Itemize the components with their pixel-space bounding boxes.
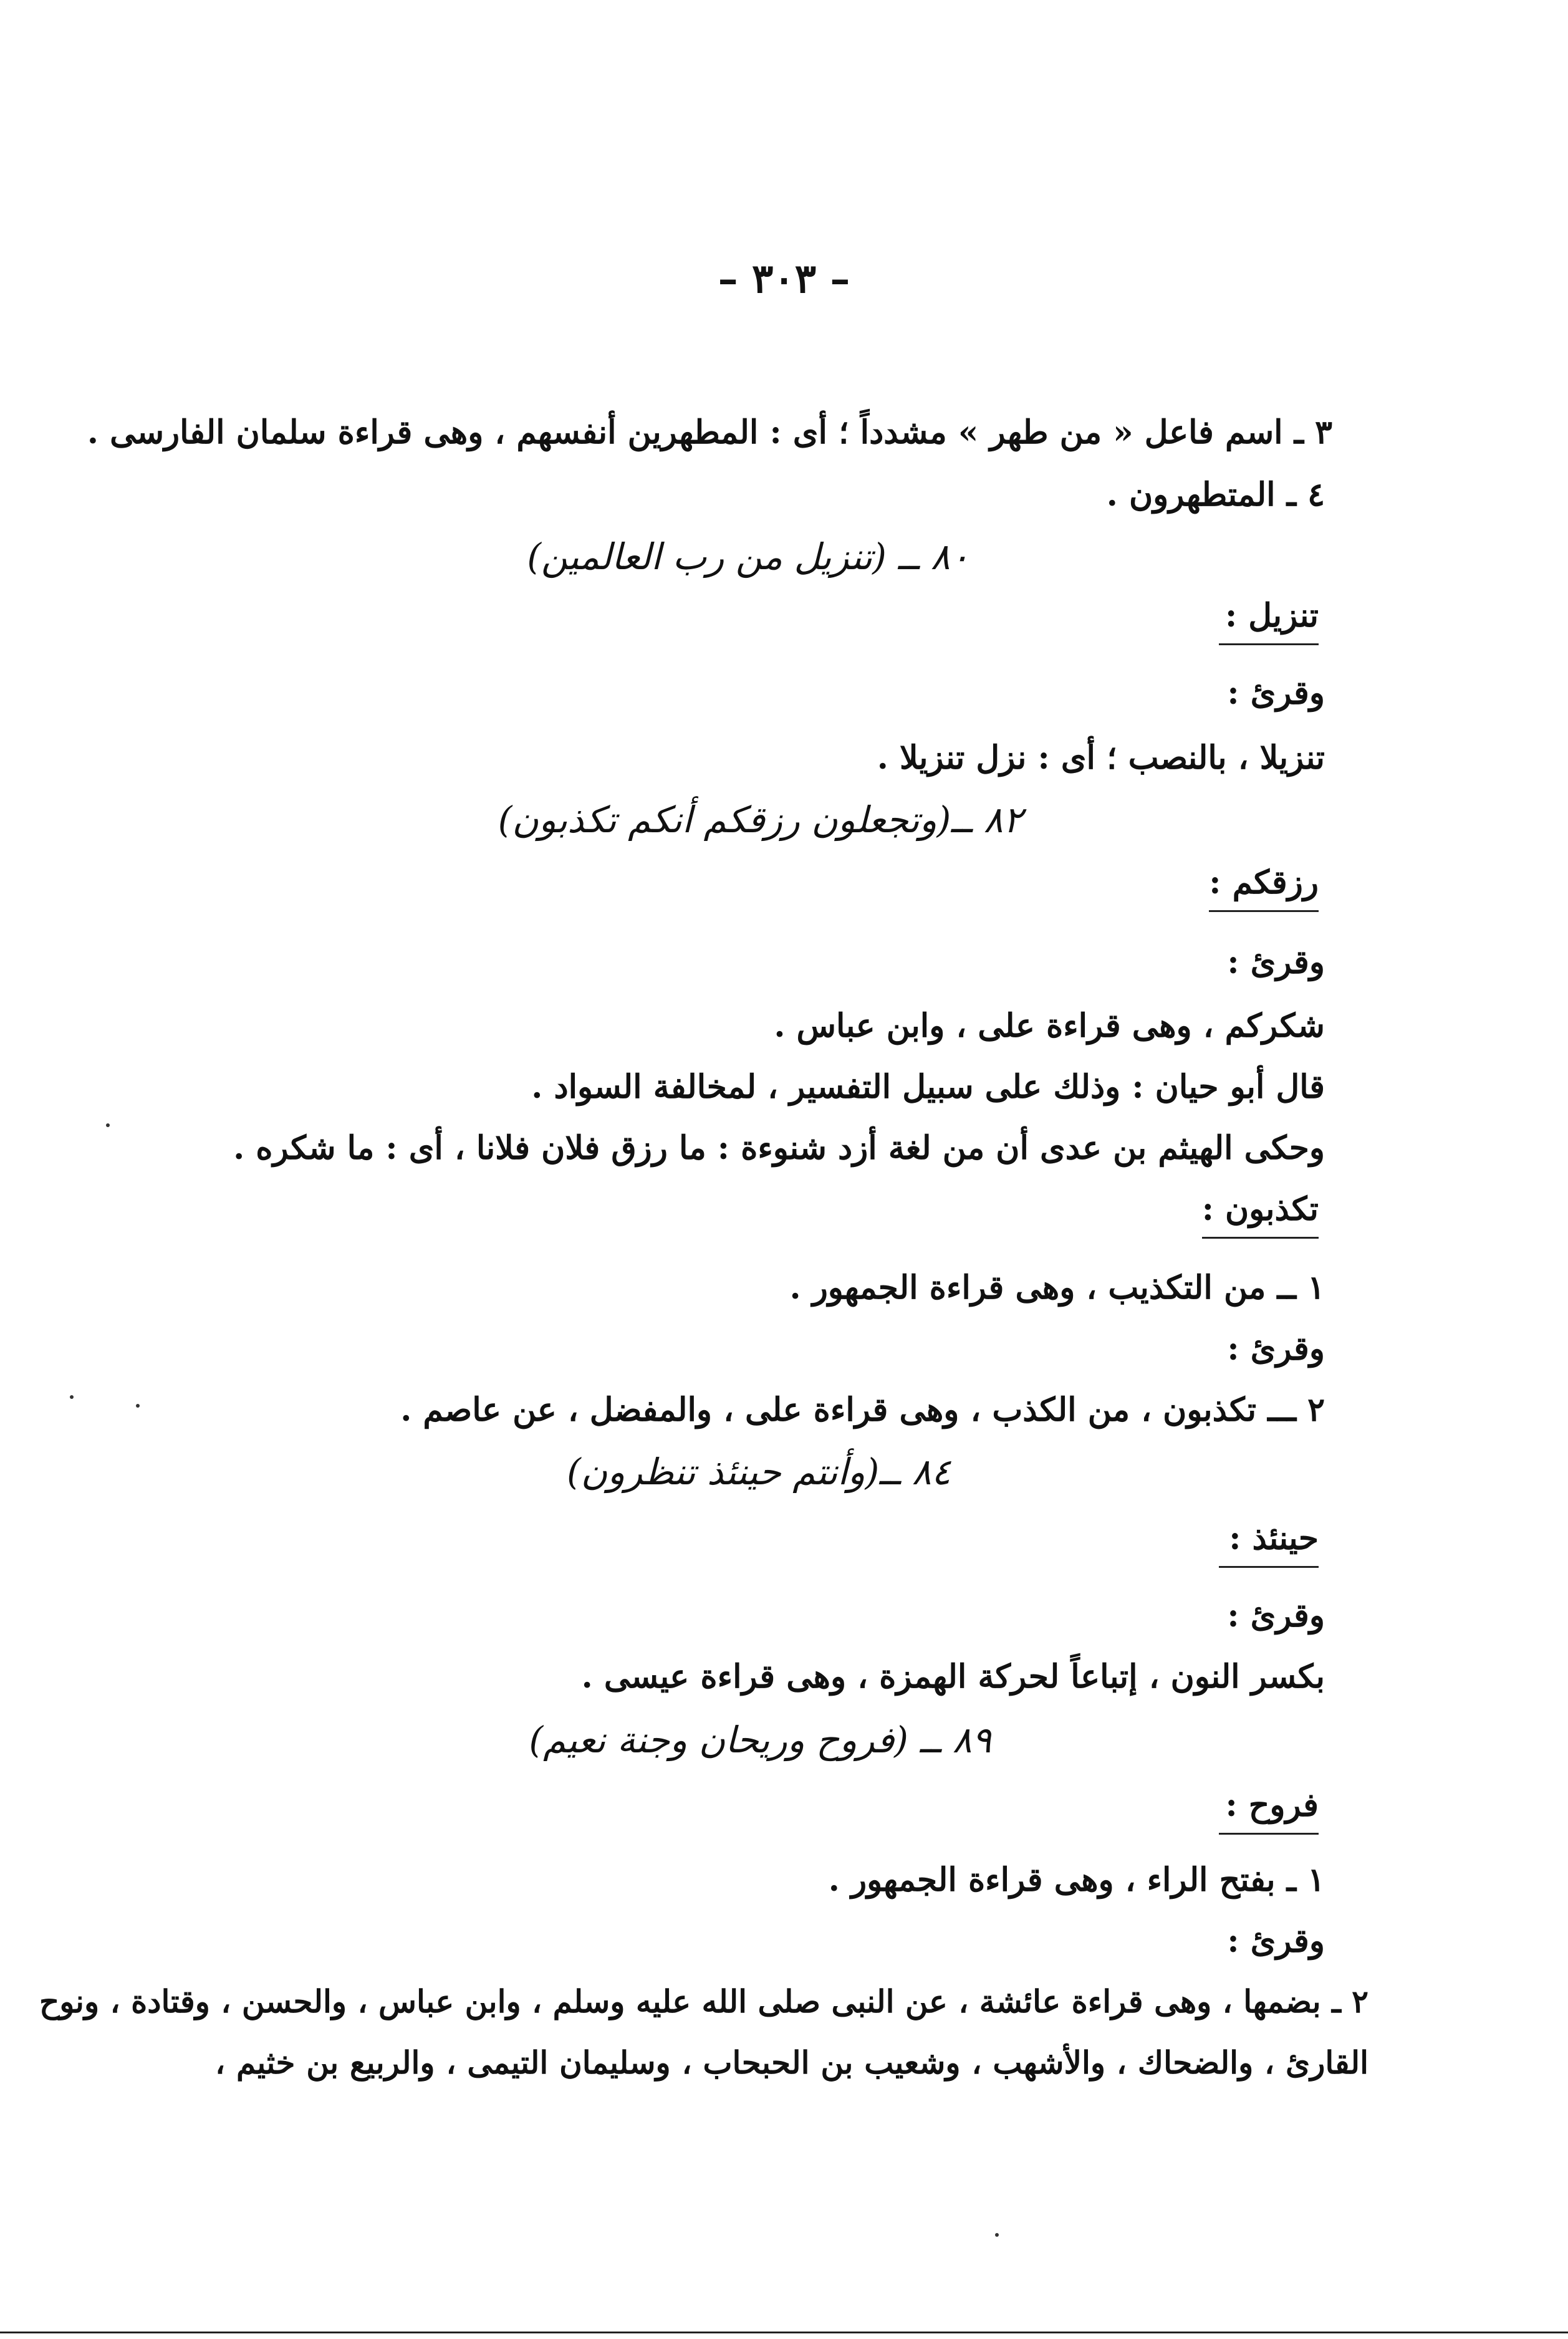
- verse-heading: ٨٢ ــ(وتجعلون رزقكم أنكم تكذبون): [498, 799, 1022, 841]
- scan-speck: [995, 2233, 999, 2237]
- word-heading: تنزيل :: [1219, 600, 1319, 645]
- text-line: ٣ ـ اسم فاعل « من طهر » مشدداً ؛ أى : المطهرين أنفسهم ، وهى قراءة سلمان الفارسى .: [87, 413, 1332, 451]
- scan-speck: [136, 1404, 140, 1408]
- word-heading: حينئذ :: [1219, 1522, 1319, 1568]
- text-line: تنزيلا ، بالنصب ؛ أى : نزل تنزيلا .: [877, 739, 1325, 777]
- scan-speck: [70, 1395, 74, 1399]
- text-line: وقرئ :: [1227, 1597, 1325, 1635]
- text-line: وقرئ :: [1227, 674, 1325, 712]
- text-line: ١ ــ من التكذيب ، وهى قراءة الجمهور .: [789, 1269, 1325, 1307]
- verse-heading: ٨٤ ــ(وأنتم حينئذ تنظرون): [567, 1451, 951, 1493]
- text-line: وقرئ :: [1227, 1922, 1325, 1960]
- text-line: ٤ ـ المتطهرون .: [1106, 476, 1325, 514]
- scan-speck: [106, 1123, 110, 1127]
- word-heading: فروح :: [1219, 1789, 1319, 1835]
- text-line: ٢ ـ بضمها ، وهى قراءة عائشة ، عن النبى صلى الله عليه وسلم ، وابن عباس ، والحسن ، وقتادة ، ونوح: [39, 1983, 1368, 2020]
- verse-heading: ٨٩ ــ (فروح وريحان وجنة نعيم): [529, 1719, 991, 1761]
- text-line: وحكى الهيثم بن عدى أن من لغة أزد شنوءة : ما رزق فلان فلانا ، أى : ما شكره .: [233, 1129, 1325, 1167]
- text-line: بكسر النون ، إتباعاً لحركة الهمزة ، وهى قراءة عيسى .: [581, 1658, 1325, 1696]
- text-line: قال أبو حيان : وذلك على سبيل التفسير ، لمخالفة السواد .: [531, 1068, 1325, 1106]
- page-number: – ٣٠٣ –: [718, 256, 850, 302]
- text-line: ١ ـ بفتح الراء ، وهى قراءة الجمهور .: [828, 1861, 1325, 1899]
- text-line: شكركم ، وهى قراءة على ، وابن عباس .: [774, 1007, 1325, 1045]
- text-line: ٢ ـــ تكذبون ، من الكذب ، وهى قراءة على ، والمفضل ، عن عاصم .: [400, 1391, 1325, 1429]
- text-line: وقرئ :: [1227, 1330, 1325, 1368]
- word-heading: تكذبون :: [1202, 1193, 1319, 1239]
- text-line: القارئ ، والضحاك ، والأشهب ، وشعيب بن الحبحاب ، وسليمان التيمى ، والربيع بن خثيم ،: [215, 2044, 1368, 2081]
- bottom-rule: [0, 2332, 1568, 2333]
- word-heading: رزقكم :: [1209, 867, 1319, 912]
- text-line: وقرئ :: [1227, 943, 1325, 981]
- verse-heading: ٨٠ ــ (تنزيل من رب العالمين): [527, 536, 969, 578]
